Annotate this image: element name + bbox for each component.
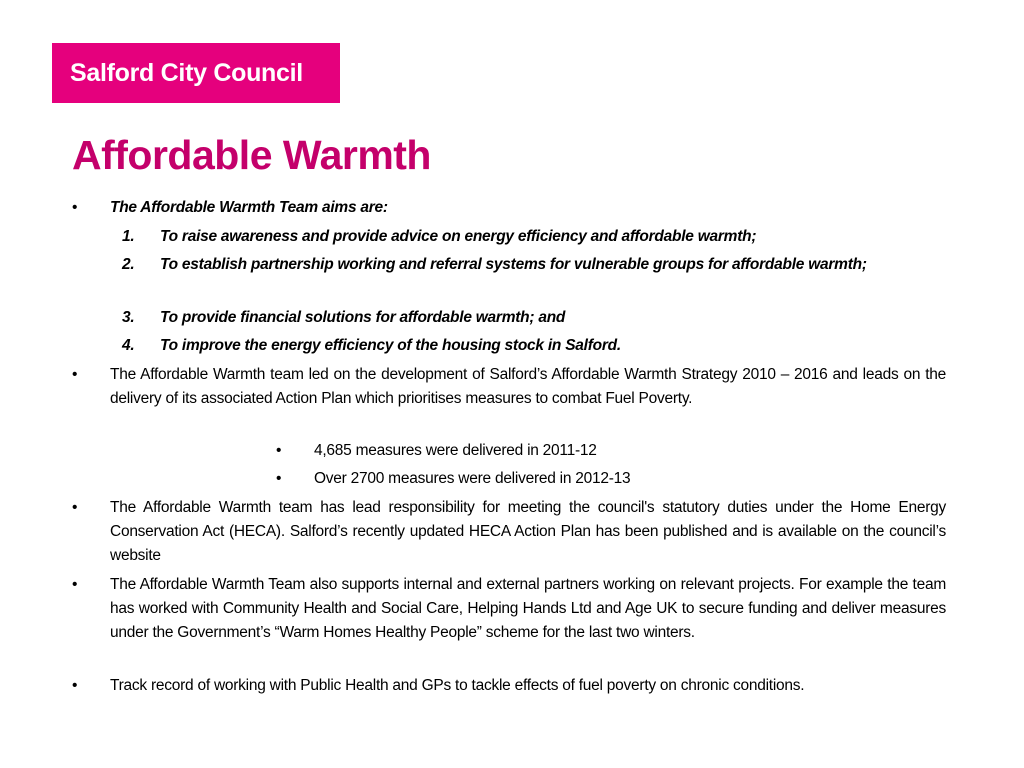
bullet-icon: • xyxy=(72,576,78,593)
partners-text: The Affordable Warmth Team also supports internal and external partners working on relevant projects. For example the team has worked with Community Health and Social Care, Helping Hands Ltd and Age UK to secure funding and deliver measures under the Government’s “Warm Homes Healthy People” scheme for the last two winters. xyxy=(110,576,946,641)
salford-city-council-logo xyxy=(52,43,340,103)
heca-text: The Affordable Warmth team has lead responsibility for meeting the council's statutory duties under the Home Energy Conservation Act (HECA). Salford’s recently updated HECA Action Plan has been published and is available on the council’s website xyxy=(110,499,946,564)
slide-title: Affordable Warmth xyxy=(72,132,431,178)
bullet-icon: • xyxy=(72,677,78,694)
aim-number: 1. xyxy=(122,228,135,245)
strategy-text: The Affordable Warmth team led on the development of Salford’s Affordable Warmth Strategy 2010 – 2016 and leads on the delivery of its associated Action Plan which prioritises measures to combat Fuel Poverty. xyxy=(110,366,946,407)
aim-number: 2. xyxy=(122,256,135,273)
aims-intro: The Affordable Warmth Team aims are: xyxy=(110,199,388,216)
aim-text: To raise awareness and provide advice on energy efficiency and affordable warmth; xyxy=(160,228,757,245)
track-record-text: Track record of working with Public Health and GPs to tackle effects of fuel poverty on chronic conditions. xyxy=(110,677,805,694)
bullet-icon: • xyxy=(276,470,282,487)
aim-text: To provide financial solutions for affordable warmth; and xyxy=(160,309,566,326)
aim-text: To improve the energy efficiency of the housing stock in Salford. xyxy=(160,337,621,354)
bullet-icon: • xyxy=(72,366,78,383)
aim-text: To establish partnership working and referral systems for vulnerable groups for affordable warmth; xyxy=(160,256,867,273)
bullet-icon: • xyxy=(276,442,282,459)
bullet-icon: • xyxy=(72,199,78,216)
aim-number: 4. xyxy=(122,337,135,354)
logo-text: Salford City Council xyxy=(70,58,303,87)
sub-bullet-text: Over 2700 measures were delivered in 2012-13 xyxy=(314,470,631,487)
aim-number: 3. xyxy=(122,309,135,326)
bullet-icon: • xyxy=(72,499,78,516)
sub-bullet-text: 4,685 measures were delivered in 2011-12 xyxy=(314,442,597,459)
